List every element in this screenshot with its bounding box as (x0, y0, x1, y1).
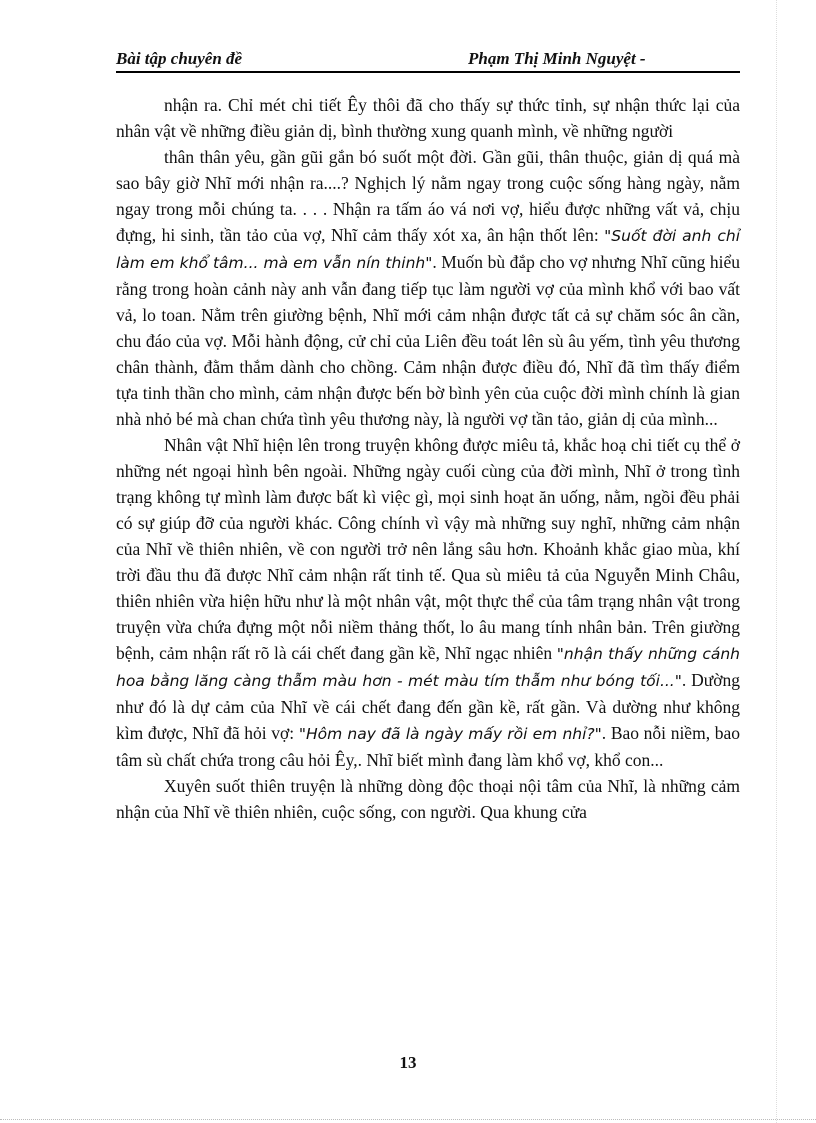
document-body (116, 92, 740, 825)
paragraph-3-text-b: . Dường như đó là dự cảm của Nhĩ về cái chết đang đến gần kề, rất gần. Và dường như không kìm được, Nhĩ đã hỏi vợ: (116, 670, 740, 743)
paragraph-3-text-a: Nhân vật Nhĩ hiện lên trong truyện không được miêu tả, khắc hoạ chi tiết cụ thể ở những nét ngoại hình bên ngoài. Những ngày cuối cùng của đời mình, Nhĩ ở trong tình trạng không tự mình làm được bất kì việc gì, mọi sinh hoạt ăn uống, nằm, ngồi đều phải có sự giúp đỡ của người khác. Công chính vì vậy mà những suy nghĩ, những cảm nhận của Nhĩ về thiên nhiên, về con người trở nên lắng sâu hơn. Khoảnh khắc giao mùa, khí trời đầu thu đã được Nhĩ cảm nhận rất tinh tế. Qua sù miêu tả của Nguyễn Minh Châu, thiên nhiên vừa hiện hữu như là một nhân vật, một thực thể của tâm trạng nhân vật trong truyện vừa chứa đựng một nỗi niềm thảng thốt, lo âu mang tính nhân bản. Trên giường bệnh, cảm nhận rất rõ là cái chết đang gần kề, Nhĩ ngạc nhiên (116, 435, 740, 663)
paragraph-4: Xuyên suốt thiên truyện là những dòng độc thoại nội tâm của Nhĩ, là những cảm nhận của Nhĩ về thiên nhiên, cuộc sống, con người. Qua khung cửa (116, 776, 740, 822)
header-rule (116, 71, 740, 73)
page-header (116, 48, 740, 70)
paragraph-3-text-c: . Bao nỗi niềm, bao tâm sù chất chứa trong câu hỏi Êy,. Nhĩ biết mình đang làm khổ vợ, khổ con... (116, 723, 740, 770)
page-number: 13 (399, 1053, 417, 1072)
quote-3: "Hôm nay đã là ngày mấy rồi em nhỉ?" (298, 725, 602, 743)
paragraph-2 (116, 144, 740, 432)
quote-1: "Suốt đời anh chỉ làm em khổ tâm... mà em vẫn nín thinh" (116, 227, 741, 272)
quote-2: "nhận thấy những cánh hoa bằng lăng càng thẫm màu hơn - mét màu tím thẫm như bóng tối..." (116, 645, 740, 690)
paragraph-1: nhận ra. Chỉ mét chi tiết Êy thôi đã cho thấy sự thức tỉnh, sự nhận thức lại của nhân vật về những điều giản dị, bình thường xung quanh mình, về những người (116, 95, 740, 141)
header-title: Bài tập chuyên đề (116, 49, 243, 68)
paragraph-2-text-a: thân thân yêu, gần gũi gắn bó suốt một đời. Gần gũi, thân thuộc, giản dị quá mà sao bây giờ Nhĩ mới nhận ra....? Nghịch lý nằm ngay trong cuộc sống hàng ngày, nằm ngay trong mỗi chúng ta. . . . Nhận ra tấm áo vá nơi vợ, hiểu được những vất vả, chịu đựng, hi sinh, tần tảo của vợ, Nhĩ cảm thấy xót xa, ân hận thốt lên: (116, 147, 740, 245)
header-author: Phạm Thị Minh Nguyệt - (468, 49, 646, 68)
paragraph-2-text-b: . Muốn bù đắp cho vợ nhưng Nhĩ cũng hiểu rằng trong hoàn cảnh này anh vẫn đang tiếp tục làm người vợ của mình khổ với bao vất vả, lo toan. Nằm trên giường bệnh, Nhĩ mới cảm nhận được tất cả sự chăm sóc ân cần, chu đáo của vợ. Mỗi hành động, cử chỉ của Liên đều toát lên sù âu yếm, tình yêu thương chân thành, đằm thắm dành cho chồng. Cảm nhận được điều đó, Nhĩ đã tìm thấy điểm tựa tinh thần cho mình, cảm nhận được bến bờ bình yên của cuộc đời mình chính là gian nhà nhỏ bé mà chan chứa tình yêu thương này, là người vợ tần tảo, giản dị của mình... (116, 252, 740, 429)
margin-guide (776, 0, 777, 1123)
page-bottom-rule (0, 1119, 816, 1120)
paragraph-3 (116, 432, 740, 773)
